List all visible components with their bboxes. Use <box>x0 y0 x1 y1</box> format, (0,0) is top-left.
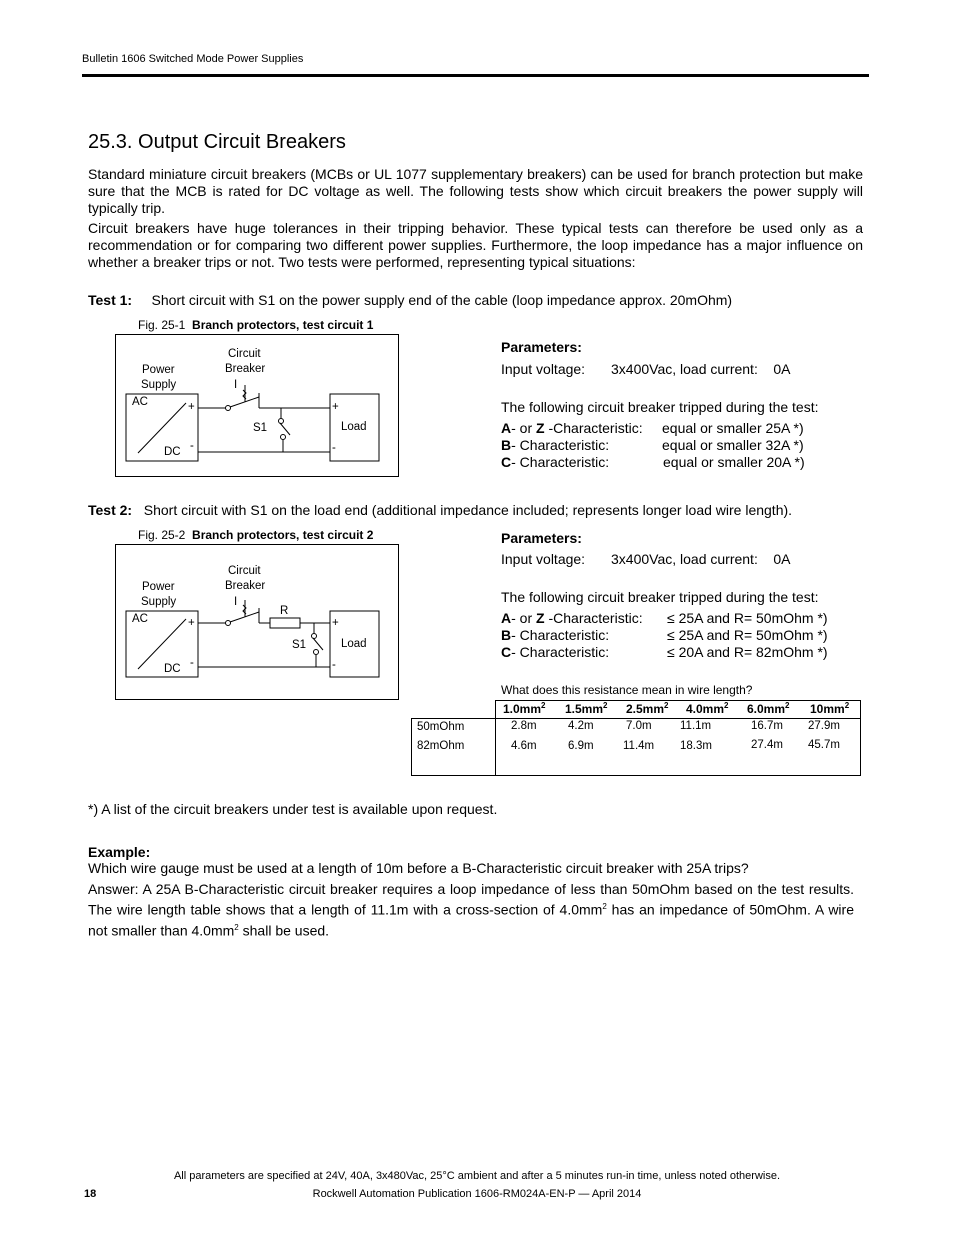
char-letter: B <box>501 627 512 643</box>
col-label: 4.0mm <box>686 702 725 716</box>
wire-length-table <box>411 700 861 776</box>
squared: 2 <box>603 701 608 710</box>
fig1-plus-load: + <box>332 401 339 413</box>
char-letter: C <box>501 644 512 660</box>
fig2-minus-out: - <box>190 657 194 669</box>
char-label: - Characteristic: <box>511 644 610 660</box>
wire-col-1 <box>503 701 545 716</box>
fig2-caption <box>138 528 373 542</box>
fig1-supply-label: Supply <box>141 379 177 391</box>
fig2-ac-label: AC <box>132 613 148 625</box>
fig2-dc-label: DC <box>164 663 181 675</box>
test2-label: Test 2: <box>88 502 133 518</box>
char-label-rest: -Characteristic: <box>544 610 643 626</box>
test1-input-value: 3x400Vac, load current: 0A <box>611 361 791 377</box>
wire-col-3 <box>626 701 668 716</box>
fig1-plus-out: + <box>188 401 195 413</box>
test2-row-a <box>501 610 643 627</box>
fig1-title: Branch protectors, test circuit 1 <box>192 318 374 332</box>
fig1-minus-out: - <box>190 440 194 452</box>
test2-input-value: 3x400Vac, load current: 0A <box>611 551 791 567</box>
test2-row-c <box>501 644 609 661</box>
table-cell: 27.4m <box>751 739 783 751</box>
squared: 2 <box>541 701 546 710</box>
wire-col-6 <box>810 701 849 716</box>
header-rule <box>82 74 869 77</box>
fig1-ac-label: AC <box>132 396 148 408</box>
test2-row-b <box>501 627 609 644</box>
test1-row-c-value: equal or smaller 20A *) <box>663 454 805 470</box>
col-label: 1.0mm <box>503 702 542 716</box>
test2-text: Short circuit with S1 on the load end (additional impedance included; represents longer load wire length). <box>143 502 793 518</box>
answer-text-3: shall be used. <box>238 922 330 939</box>
fig2-load-label: Load <box>341 638 367 650</box>
table-cell: 11.1m <box>680 720 712 732</box>
answer-text-2: has an impedance of 50mOhm. A wire not smaller than 4.0mm <box>88 901 854 939</box>
test2-row-a-value: ≤ 25A and R= 50mOhm *) <box>667 610 828 626</box>
wire-table-header-rule <box>495 718 860 719</box>
test1-row-c <box>501 454 609 471</box>
circuit-diagram-1 <box>115 334 399 477</box>
char-z: Z <box>536 420 545 436</box>
char-letter: A <box>501 610 512 626</box>
col-label: 2.5mm <box>626 702 665 716</box>
char-letter: B <box>501 437 512 453</box>
intro-paragraph-2: Circuit breakers have huge tolerances in their tripping behavior. These typical tests can therefore be used only as a recommendation or for comparing two different power supplies. Furthermore, the loop impedance has a major influence on whether a breaker trips or not. Two tests were performed, representing typical situations: <box>88 220 863 270</box>
table-cell: 45.7m <box>808 739 840 751</box>
col-label: 1.5mm <box>565 702 604 716</box>
fig1-cb-label-1: Circuit <box>228 348 261 360</box>
footnote: *) A list of the circuit breakers under test is available upon request. <box>88 801 498 817</box>
table-cell: 6.9m <box>568 740 594 752</box>
section-title: 25.3. Output Circuit Breakers <box>88 131 346 153</box>
test2-input-label: Input voltage: <box>501 551 586 567</box>
fig1-caption <box>138 318 373 332</box>
test2-row-b-value: ≤ 25A and R= 50mOhm *) <box>667 627 828 643</box>
wire-row-label-1: 50mOhm <box>417 721 465 733</box>
fig1-dc-label: DC <box>164 446 181 458</box>
test1-tripped-intro: The following circuit breaker tripped during the test: <box>501 399 819 415</box>
table-cell: 7.0m <box>626 720 652 732</box>
table-cell: 4.6m <box>511 740 537 752</box>
squared: 2 <box>844 701 850 710</box>
wire-col-2 <box>565 701 607 716</box>
wire-col-5 <box>747 701 789 716</box>
example-title: Example: <box>88 844 151 860</box>
char-label-rest: -Characteristic: <box>544 420 643 436</box>
wire-table-frame <box>495 700 861 776</box>
col-label: 6.0mm <box>747 702 786 716</box>
fig1-load-label: Load <box>341 421 367 433</box>
test1-row-a <box>501 420 643 437</box>
wire-table-caption: What does this resistance mean in wire length? <box>501 683 753 697</box>
char-label: - Characteristic: <box>511 454 610 470</box>
fig2-supply-label: Supply <box>141 596 177 608</box>
intro-paragraph-1: Standard miniature circuit breakers (MCBs or UL 1077 supplementary breakers) can be used for branch protection but make sure that the MCB is rated for DC voltage as well. The following tests show which circuit breakers the power supply will typically trip. <box>88 166 863 216</box>
test1-row-b-value: equal or smaller 32A *) <box>662 437 804 453</box>
publication-info: Rockwell Automation Publication 1606-RM024A-EN-P — April 2014 <box>312 1188 642 1200</box>
squared: 2 <box>602 902 607 911</box>
fig2-s1-label: S1 <box>292 639 307 651</box>
char-label: - or <box>511 420 537 436</box>
table-cell: 18.3m <box>680 740 712 752</box>
fig2-cb-label-2: Breaker <box>225 580 266 592</box>
fig2-minus-load: - <box>332 659 336 671</box>
page-number: 18 <box>84 1188 97 1200</box>
table-cell: 16.7m <box>751 720 783 732</box>
char-z: Z <box>536 610 545 626</box>
test2-line <box>88 502 888 519</box>
circuit-diagram-2 <box>115 544 399 700</box>
fig2-cb-i-label: I <box>234 596 238 608</box>
char-letter: C <box>501 454 512 470</box>
fig1-cb-i-label: I <box>234 379 238 391</box>
fig1-minus-load: - <box>332 442 336 454</box>
table-cell: 2.8m <box>511 720 537 732</box>
squared: 2 <box>664 701 669 710</box>
test1-row-a-value: equal or smaller 25A *) <box>662 420 804 436</box>
test2-tripped-intro: The following circuit breaker tripped during the test: <box>501 589 819 605</box>
footer-note: All parameters are specified at 24V, 40A, 3x480Vac, 25°C ambient and after a 5 minutes run-in time, unless noted otherwise. <box>173 1170 781 1182</box>
table-cell: 11.4m <box>623 740 655 752</box>
test1-text: Short circuit with S1 on the power supply end of the cable (loop impedance approx. 20mOhm) <box>151 292 733 308</box>
test2-params-title: Parameters: <box>501 530 582 546</box>
squared: 2 <box>724 701 729 710</box>
test1-label: Test 1: <box>88 292 133 308</box>
test1-params-title: Parameters: <box>501 339 582 355</box>
fig2-number: Fig. 25-2 <box>138 528 186 542</box>
fig2-plus-load: + <box>332 617 339 629</box>
test1-parameters <box>501 339 582 356</box>
fig1-number: Fig. 25-1 <box>138 318 186 332</box>
table-cell: 4.2m <box>568 720 594 732</box>
char-letter: A <box>501 420 512 436</box>
answer-text-1: Answer: A 25A B-Characteristic circuit breaker requires a loop impedance of less than 50mOhm based on the test results. The wire length table shows that a length of 11.1m with a cross-section of 4.0mm <box>88 881 854 918</box>
squared: 2 <box>234 922 239 932</box>
fig1-power-label: Power <box>142 364 175 376</box>
example-question: Which wire gauge must be used at a length of 10m before a B-Characteristic circuit breaker with 25A trips? <box>88 860 749 876</box>
wire-col-4 <box>686 701 728 716</box>
test1-input-label: Input voltage: <box>501 361 586 377</box>
fig1-cb-label-2: Breaker <box>225 363 266 375</box>
example-answer <box>88 881 854 939</box>
running-header: Bulletin 1606 Switched Mode Power Supplies <box>82 53 304 65</box>
fig2-r-label: R <box>280 605 289 617</box>
wire-row-label-2: 82mOhm <box>417 740 465 752</box>
fig1-s1-label: S1 <box>253 422 268 434</box>
test1-line <box>88 292 888 309</box>
test2-row-c-value: ≤ 20A and R= 82mOhm *) <box>667 644 828 660</box>
char-label: - or <box>511 610 537 626</box>
table-cell: 27.9m <box>808 720 840 732</box>
fig2-plus-out: + <box>188 617 195 629</box>
char-label: - Characteristic: <box>511 627 610 643</box>
fig2-title: Branch protectors, test circuit 2 <box>192 528 374 542</box>
squared: 2 <box>785 701 790 710</box>
fig2-power-label: Power <box>142 581 175 593</box>
fig2-cb-label-1: Circuit <box>228 565 261 577</box>
char-label: - Characteristic: <box>511 437 610 453</box>
test1-row-b <box>501 437 609 454</box>
col-label: 10mm <box>810 702 845 716</box>
